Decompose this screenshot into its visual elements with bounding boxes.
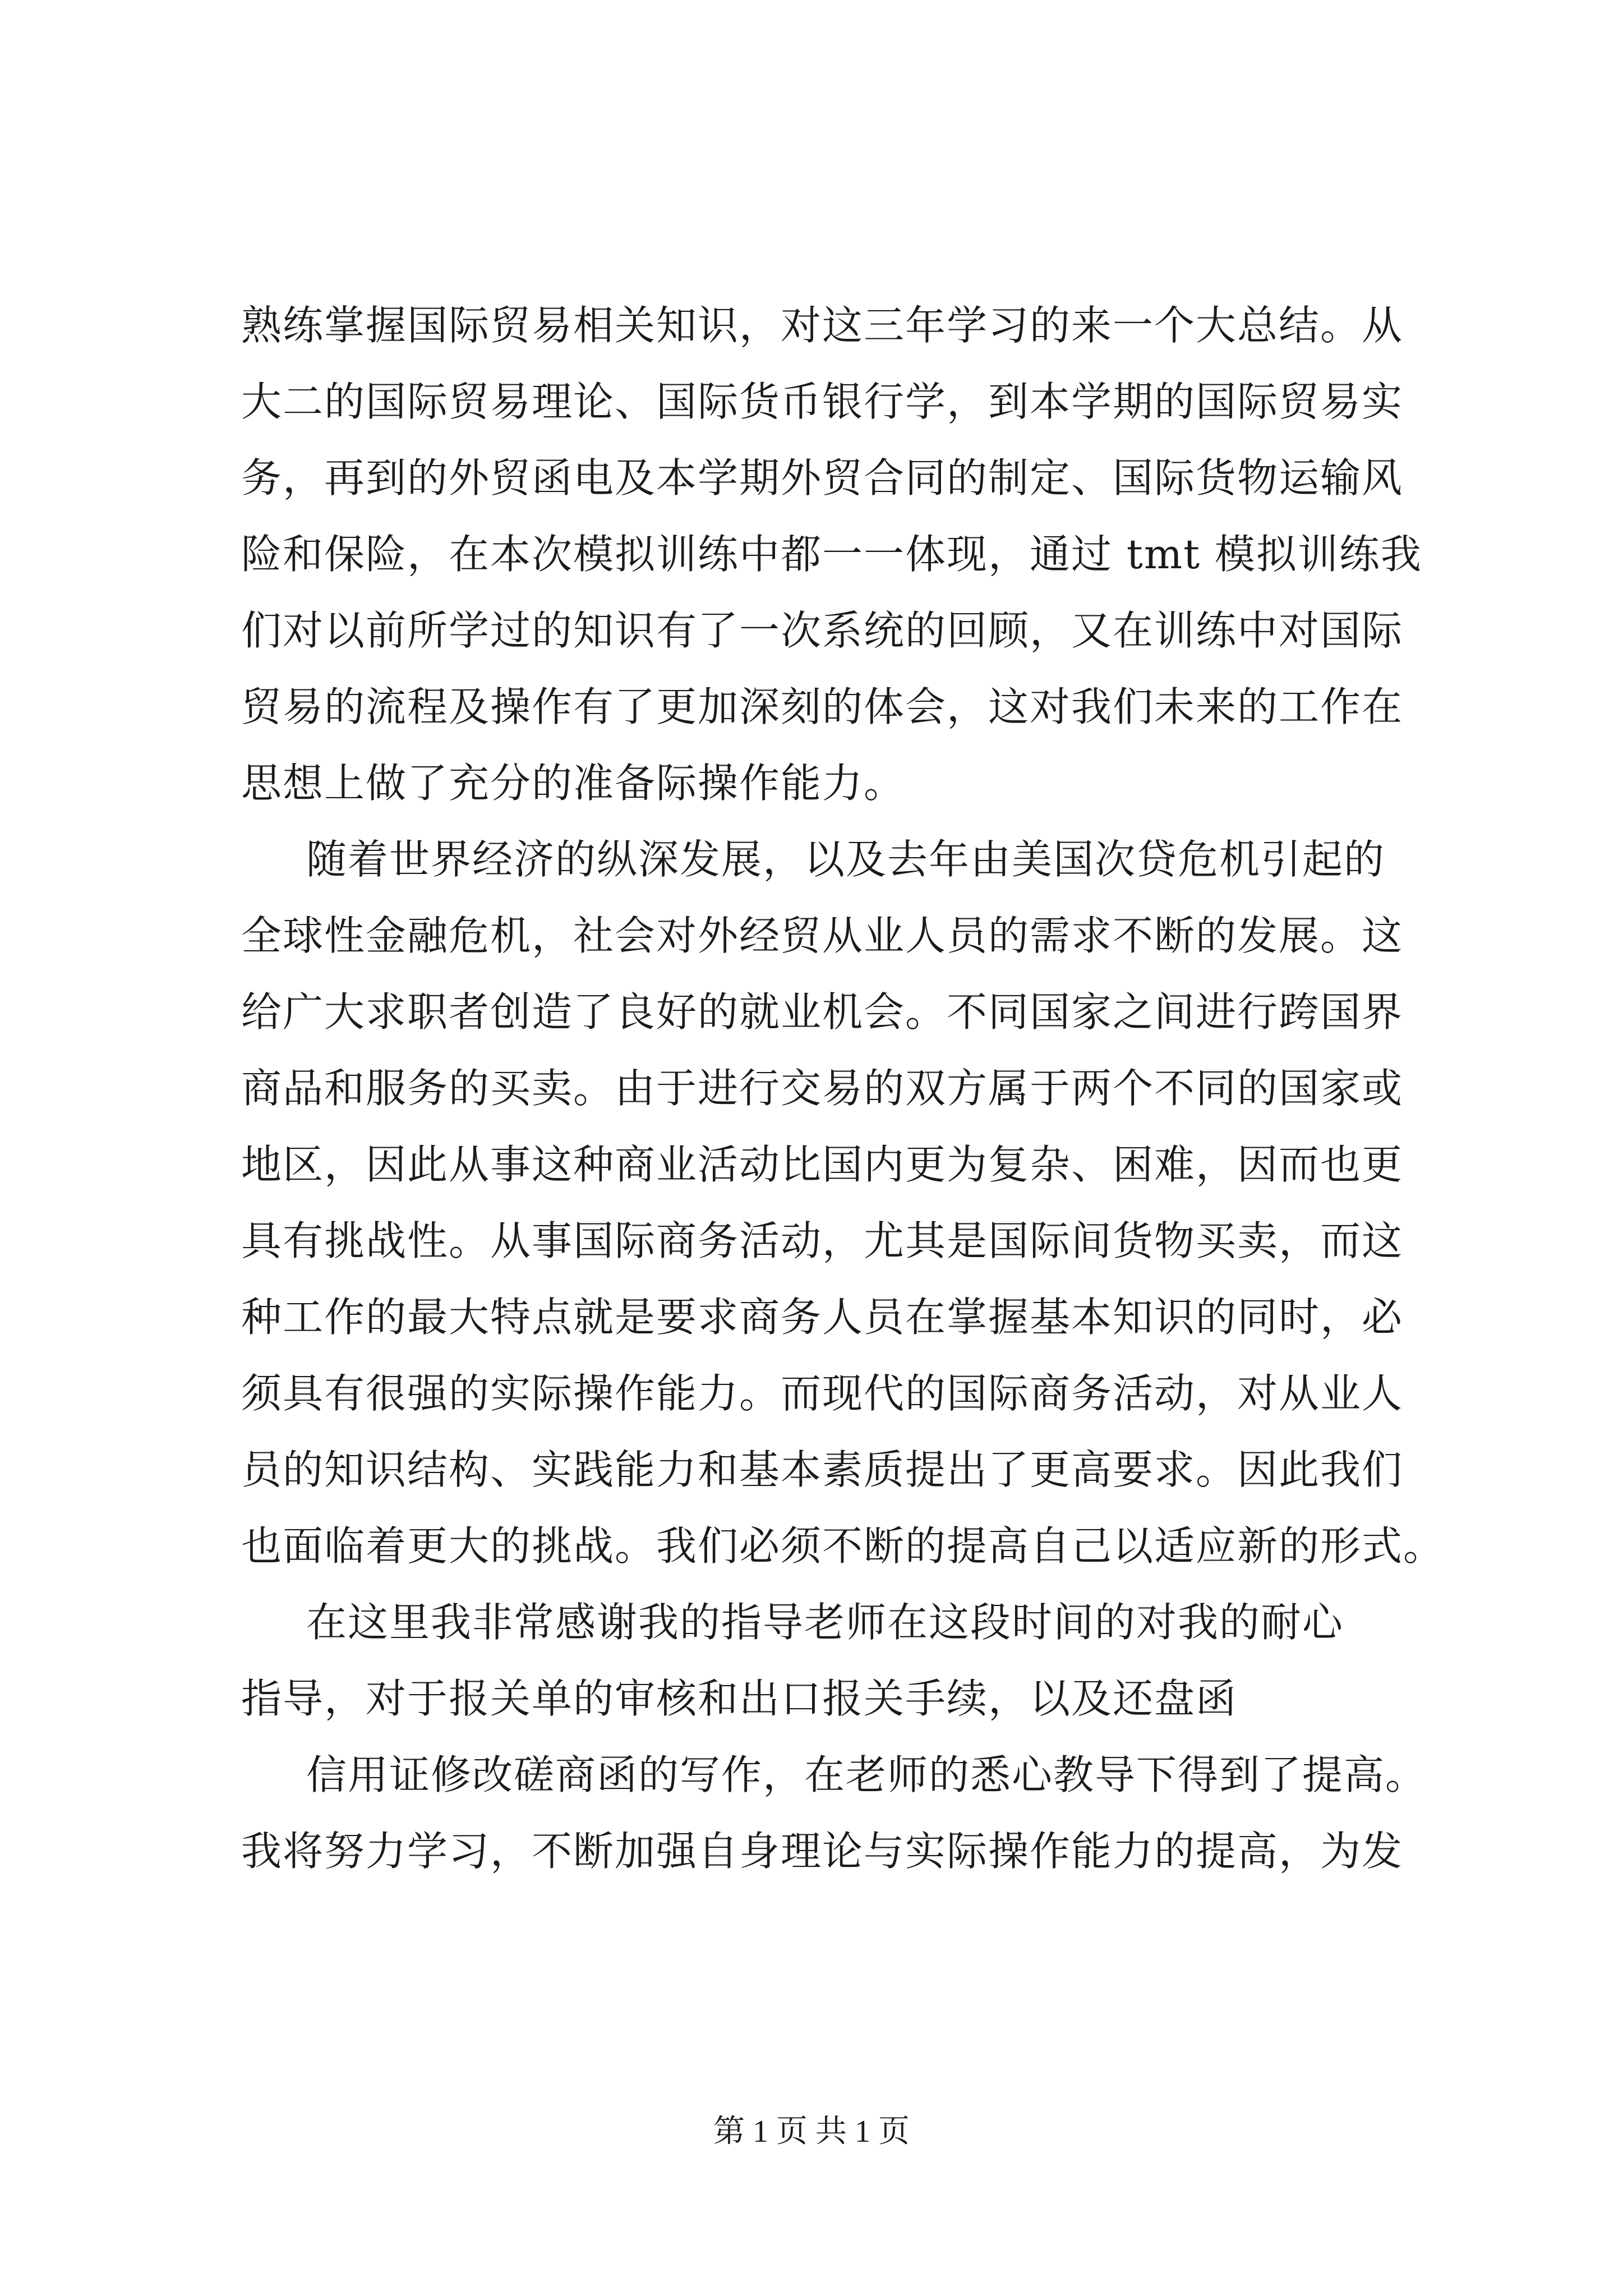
text-line: 思想上做了充分的准备际操作能力。 [241, 760, 906, 807]
text-line: 须具有很强的实际操作能力。而现代的国际商务活动，对从业人 [241, 1370, 1404, 1417]
text-line: 务，再到的外贸函电及本学期外贸合同的制定、国际货物运输风 [241, 454, 1404, 501]
text-line: 给广大求职者创造了良好的就业机会。不同国家之间进行跨国界 [241, 988, 1404, 1036]
text-line: 种工作的最大特点就是要求商务人员在掌握基本知识的同时，必 [241, 1294, 1404, 1341]
text-line: 具有挑战性。从事国际商务活动，尤其是国际间货物买卖，而这 [241, 1217, 1404, 1264]
text-line: 我将努力学习，不断加强自身理论与实际操作能力的提高，为发 [241, 1828, 1404, 1875]
text-line: 随着世界经济的纵深发展，以及去年由美国次贷危机引起的 [306, 836, 1386, 883]
text-line: 在这里我非常感谢我的指导老师在这段时间的对我的耐心 [306, 1599, 1344, 1646]
text-line: 全球性金融危机，社会对外经贸从业人员的需求不断的发展。这 [241, 912, 1404, 959]
text-line: 熟练掌握国际贸易相关知识，对这三年学习的来一个大总结。从 [241, 302, 1404, 349]
text-line: 信用证修改磋商函的写作，在老师的悉心教导下得到了提高。 [306, 1751, 1427, 1798]
page-footer: 第 1 页 共 1 页 [713, 2114, 910, 2149]
text-line: 险和保险，在本次模拟训练中都一一体现，通过 tmt 模拟训练我 [241, 531, 1422, 578]
text-line: 指导，对于报关单的审核和出口报关手续，以及还盘函 [241, 1675, 1238, 1722]
text-line: 地区，因此从事这种商业活动比国内更为复杂、困难，因而也更 [241, 1141, 1404, 1188]
text-line: 们对以前所学过的知识有了一次系统的回顾，又在训练中对国际 [241, 607, 1404, 654]
text-line: 贸易的流程及操作有了更加深刻的体会，这对我们未来的工作在 [241, 683, 1404, 730]
text-line: 也面临着更大的挑战。我们必须不断的提高自己以适应新的形式。 [241, 1522, 1445, 1570]
text-line: 员的知识结构、实践能力和基本素质提出了更高要求。因此我们 [241, 1446, 1404, 1493]
text-line: 大二的国际贸易理论、国际货币银行学，到本学期的国际贸易实 [241, 378, 1404, 425]
text-line: 商品和服务的买卖。由于进行交易的双方属于两个不同的国家或 [241, 1065, 1404, 1112]
